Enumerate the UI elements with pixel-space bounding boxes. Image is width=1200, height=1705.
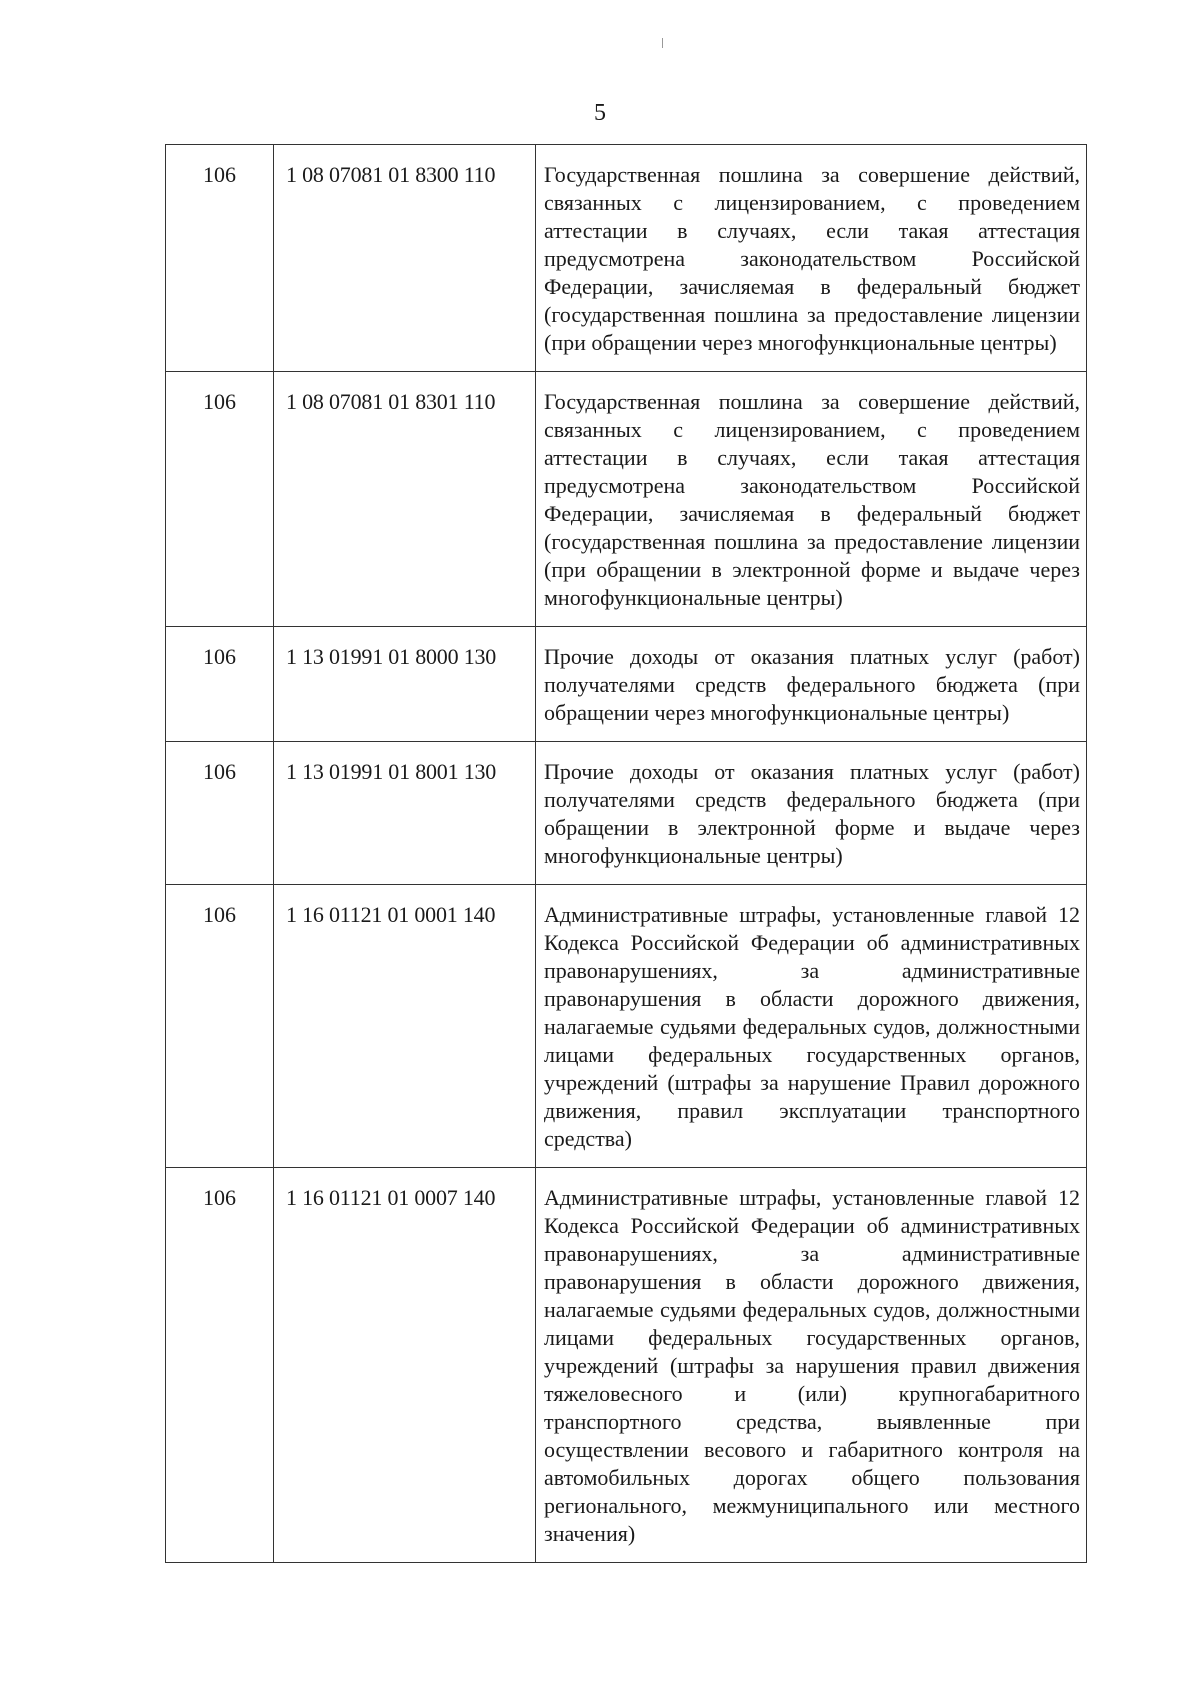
admin-code-cell: 106 [166, 885, 274, 1168]
budget-code-cell: 1 13 01991 01 8000 130 [274, 627, 536, 742]
description-cell: Прочие доходы от оказания платных услуг (работ) получателями средств федерального бюджета (при обращении в электронной форме и выдаче через многофункциональные центры) [536, 742, 1087, 885]
description-cell: Административные штрафы, установленные главой 12 Кодекса Российской Федерации об административных правонарушениях, за административные правонарушения в области дорожного движения, налагаемые судьями федеральных судов, должностными лицами федеральных государственных органов, учреждений (штрафы за нарушения правил движения тяжеловесного и (или) крупногабаритного транспортного средства, выявленные при осуществлении весового и габаритного контроля на автомобильных дорогах общего пользования регионального, межмуниципального или местного значения) [536, 1168, 1087, 1563]
admin-code-cell: 106 [166, 742, 274, 885]
description-cell: Административные штрафы, установленные главой 12 Кодекса Российской Федерации об административных правонарушениях, за административные правонарушения в области дорожного движения, налагаемые судьями федеральных судов, должностными лицами федеральных государственных органов, учреждений (штрафы за нарушение Правил дорожного движения, правил эксплуатации транспортного средства) [536, 885, 1087, 1168]
admin-code-cell: 106 [166, 1168, 274, 1563]
admin-code-cell: 106 [166, 627, 274, 742]
table-row [166, 145, 1087, 372]
page-number: 5 [594, 100, 606, 126]
budget-code-cell: 1 08 07081 01 8301 110 [274, 372, 536, 627]
table-row [166, 627, 1087, 742]
description-cell: Прочие доходы от оказания платных услуг (работ) получателями средств федерального бюджета (при обращении через многофункциональные центры) [536, 627, 1087, 742]
table-row [166, 372, 1087, 627]
table-row [166, 742, 1087, 885]
admin-code-cell: 106 [166, 372, 274, 627]
budget-code-cell: 1 08 07081 01 8300 110 [274, 145, 536, 372]
description-cell: Государственная пошлина за совершение действий, связанных с лицензированием, с проведением аттестации в случаях, если такая аттестация предусмотрена законодательством Российской Федерации, зачисляемая в федеральный бюджет (государственная пошлина за предоставление лицензии (при обращении через многофункциональные центры) [536, 145, 1087, 372]
scan-mark [662, 38, 663, 48]
table-row [166, 1168, 1087, 1563]
description-cell: Государственная пошлина за совершение действий, связанных с лицензированием, с проведением аттестации в случаях, если такая аттестация предусмотрена законодательством Российской Федерации, зачисляемая в федеральный бюджет (государственная пошлина за предоставление лицензии (при обращении в электронной форме и выдаче через многофункциональные центры) [536, 372, 1087, 627]
budget-code-cell: 1 16 01121 01 0007 140 [274, 1168, 536, 1563]
budget-code-cell: 1 13 01991 01 8001 130 [274, 742, 536, 885]
budget-codes-table [165, 144, 1087, 1563]
table-row [166, 885, 1087, 1168]
budget-code-cell: 1 16 01121 01 0001 140 [274, 885, 536, 1168]
admin-code-cell: 106 [166, 145, 274, 372]
